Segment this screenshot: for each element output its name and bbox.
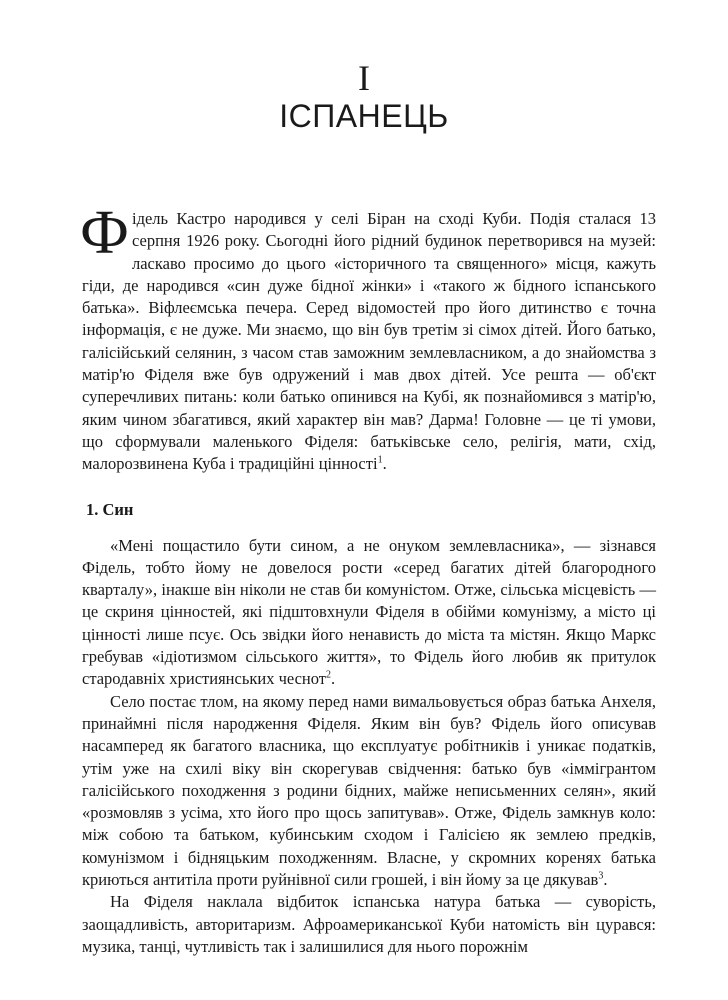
paragraph-text: «Мені пощастило бути сином, а не онуком землевласника», — зізнався Фідель, тобто йому не довелося рости «серед багатих дітей благородного кварталу», інакше він ніколи не став би комуністом. Отже, сільська місцевість — це скриня цінностей, які підштовхнули Фіделя в обійми комунізму, а місто ці цінності лише псує. Ось звідки його ненависть до міста та містян. Якщо Маркс гребував «ідіотизмом сільського життя», то Фідель його любив як притулок стародавніх християнських чеснот: [82, 535, 656, 689]
footnote-marker: 2: [326, 669, 331, 681]
drop-cap: Ф: [80, 199, 129, 267]
paragraph: [82, 891, 656, 958]
paragraph-text: Село постає тлом, на якому перед нами вимальовується образ батька Анхеля, принаймні після народження Фіделя. Яким він був? Фідель його описував насамперед як багатого власника, що експлуатує робітників і уникає податків, утім уже на схилі віку він скорегував свідчення: батько був «іммігрантом галісійського походження з родини бідних, майже неписьменних селян», який «розмовляв з усіма, хто його про щось запитував». Отже, Фідель замкнув коло: між собою та батьком, кубинським сходом і Галісією як землею предків, комунізмом і бідняцьким походженням. Власне, у скромних коренях батька криються антитіла проти руйнівної сили грошей, і він йому за це дякував: [82, 691, 656, 890]
body-text: [80, 199, 656, 958]
chapter-number: I: [358, 58, 370, 98]
paragraph: «Мені пощастило бути сином, а не онуком землевласника», — зізнався Фідель, тобто йому не довелося рости «серед багатих дітей благородного кварталу», інакше він ніколи не став би комуністом. Отже, сільська місцевість — це скриня цінностей, які підштовхнули Фіделя в обійми комунізму, а місто ці цінності лише псує. Ось звідки його ненависть до міста та містян. Якщо Маркс гребував «ідіотизмом сільського життя», то Фідель його любив як притулок стародавніх християнських чеснот$^2$.: [82, 535, 656, 689]
intro-text: ідель Кастро народився у селі Біран на сході Куби. Подія сталася 13 серпня 1926 року. Сьогодні його рідний будинок перетворився на музей: ласкаво просимо до цього «історичного та священного» місця, кажуть гіди, де народився «син дуже бідної жінки» і «такого ж бідного іспанського батька». Віфлеємська печера. Серед відомостей про його дитинство є точна інформація, є не дуже. Ми знаємо, що він був третім зі сімох дітей. Його батько, галісійський селянин, з часом став заможним землевласником, а до знайомства з матір'ю Фіделя вже був одружений і мав двох дітей. Усе решта — об'єкт суперечливих питань: коли батько опинився на Кубі, як познайомився з матір'ю, яким чином збагатився, який характер він мав? Дарма! Головне — це ті умови, що сформували маленького Фіделя: батьківське село, релігія, мати, схід, малорозвинена Куба і традиційні цінності: [82, 209, 656, 474]
chapter-title: ІСПАНЕЦЬ: [279, 98, 449, 134]
section-heading: 1. Син: [86, 499, 134, 519]
intro-paragraph: Фідель Кастро народився у селі Біран на сході Куби. Подія сталася 13 серпня 1926 року. Сьогодні його рідний будинок перетворився на музей: ласкаво просимо до цього «історичного та священного» місця, кажуть гіди, де народився «син дуже бідної жінки» і «такого ж бідного іспанського батька». Віфлеємська печера. Серед відомостей про його дитинство є точна інформація, є не дуже. Ми знаємо, що він був третім зі сімох дітей. Його батько, галісійський селянин, з часом став заможним землевласником, а до знайомства з матір'ю Фіделя вже був одружений і мав двох дітей. Усе решта — об'єкт суперечливих питань: коли батько опинився на Кубі, як познайомився з матір'ю, яким чином збагатився, який характер він мав? Дарма! Головне — це ті умови, що сформували маленького Фіделя: батьківське село, релігія, мати, схід, малорозвинена Куба і традиційні цінності$^1$.: [80, 199, 656, 474]
paragraph-text: На Фіделя наклала відбиток іспанська натура батька — суворість, заощадливість, авторитаризм. Афроамериканської Куби натомість він цурався: музика, танці, чутливість так і залишилися для нього порожнім: [82, 892, 656, 956]
paragraph: Село постає тлом, на якому перед нами вимальовується образ батька Анхеля, принаймні після народження Фіделя. Яким він був? Фідель його описував насамперед як багатого власника, що експлуатує робітників і уникає податків, утім уже на схилі віку він скорегував свідчення: батько був «іммігрантом галісійського походження з родини бідних, майже неписьменних селян», який «розмовляв з усіма, хто його про щось запитував». Отже, Фідель замкнув коло: між собою та батьком, кубинським сходом і Галісією як землею предків, комунізмом і бідняцьким походженням. Власне, у скромних коренях батька криються антитіла проти руйнівної сили грошей, і він йому за це дякував$^3$.: [82, 691, 656, 890]
footnote-marker: 1: [377, 454, 383, 466]
footnote-marker: 3: [598, 870, 604, 882]
